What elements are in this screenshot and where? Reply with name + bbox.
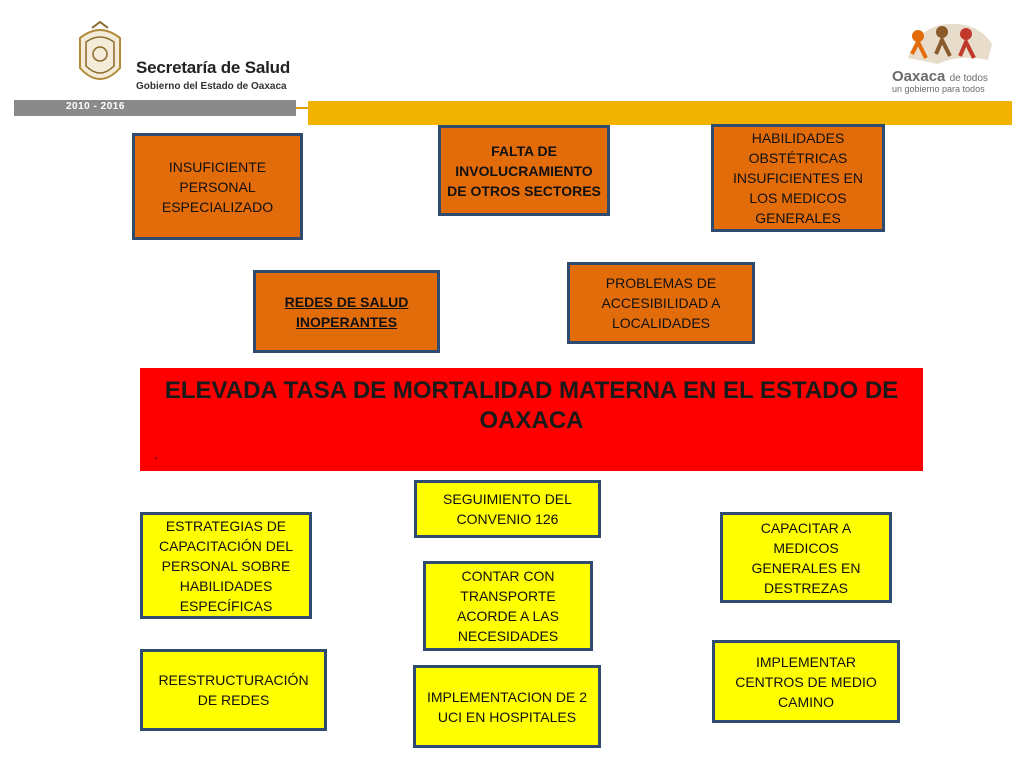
gold-banner bbox=[308, 101, 1012, 125]
solution-text: SEGUIMIENTO DEL CONVENIO 126 bbox=[443, 491, 572, 527]
years-label: 2010 - 2016 bbox=[66, 101, 125, 112]
solution-box bbox=[720, 512, 892, 603]
solution-text: IMPLEMENTACION DE 2 UCI EN HOSPITALES bbox=[427, 688, 587, 725]
solution-text: IMPLEMENTAR CENTROS DE MEDIO CAMINO bbox=[735, 653, 877, 710]
solution-text: CAPACITAR A MEDICOS GENERALES EN DESTREZAS bbox=[751, 519, 861, 596]
solution-box bbox=[140, 649, 327, 731]
cause-text: REDES DE SALUD INOPERANTES bbox=[284, 293, 409, 330]
cause-text: FALTA DE INVOLUCRAMIENTO DE OTROS SECTORES bbox=[447, 142, 601, 199]
logo-tagline: un gobierno para todos bbox=[892, 84, 985, 94]
cause-text: HABILIDADES OBSTÉTRICAS INSUFICIENTES EN LOS MEDICOS GENERALES bbox=[733, 130, 863, 226]
solution-text: CONTAR CON TRANSPORTE ACORDE A LAS NECESIDADES bbox=[457, 568, 559, 644]
cause-box bbox=[711, 124, 885, 232]
cause-box bbox=[567, 262, 755, 344]
solution-box bbox=[413, 665, 601, 748]
state-seal-icon bbox=[74, 20, 126, 92]
slide-header bbox=[0, 0, 1024, 125]
org-subtitle: Gobierno del Estado de Oaxaca bbox=[136, 81, 287, 92]
central-problem-box bbox=[140, 368, 923, 471]
years-bar bbox=[14, 100, 296, 116]
cause-text: PROBLEMAS DE ACCESIBILIDAD A LOCALIDADES bbox=[601, 275, 721, 331]
solution-box bbox=[712, 640, 900, 723]
bullet-marker: . bbox=[154, 446, 158, 462]
org-title: Secretaría de Salud bbox=[136, 58, 290, 77]
solution-box bbox=[140, 512, 312, 619]
solution-box bbox=[414, 480, 601, 538]
logo-wordmark: Oaxaca de todos bbox=[892, 68, 988, 85]
solution-box bbox=[423, 561, 593, 651]
cause-box bbox=[253, 270, 440, 353]
cause-box bbox=[132, 133, 303, 240]
cause-text: INSUFICIENTE PERSONAL ESPECIALIZADO bbox=[161, 158, 274, 215]
header-divider bbox=[296, 107, 308, 109]
solution-text: ESTRATEGIAS DE CAPACITACIÓN DEL PERSONAL SOBRE HABILIDADES ESPECÍFICAS bbox=[158, 517, 294, 614]
solution-text: REESTRUCTURACIÓN DE REDES bbox=[158, 672, 309, 708]
central-problem-title: ELEVADA TASA DE MORTALIDAD MATERNA EN EL ESTADO DE OAXACA bbox=[164, 377, 899, 434]
cause-box bbox=[438, 125, 610, 216]
